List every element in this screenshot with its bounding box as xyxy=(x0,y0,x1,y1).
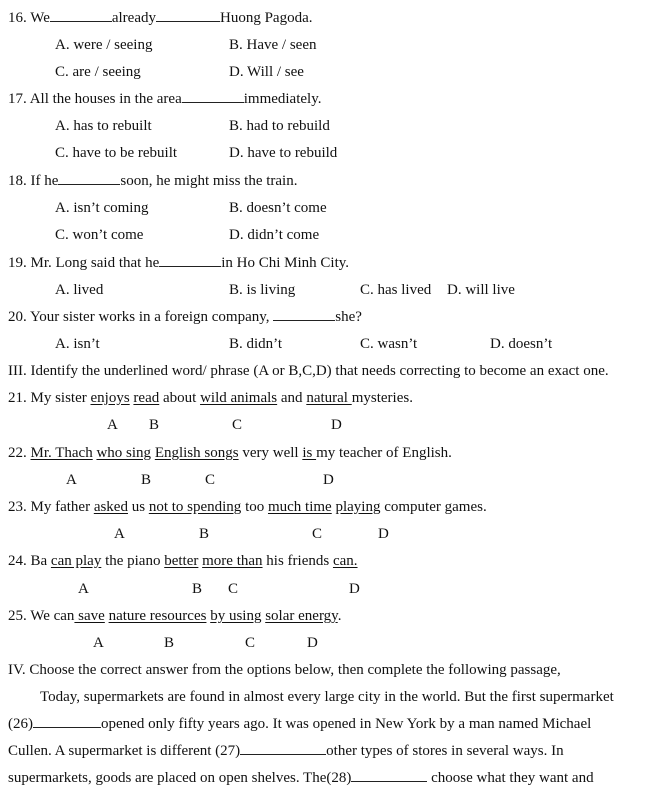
label-d: D xyxy=(323,472,334,488)
question-number: 19. xyxy=(8,255,27,271)
label-d: D xyxy=(349,581,360,597)
question-number: 18. xyxy=(8,173,27,189)
label-c: C xyxy=(232,417,243,433)
label-b: B xyxy=(164,635,175,651)
underlined-a[interactable]: can play xyxy=(50,553,102,569)
question-20-stem: 20. Your sister works in a foreign company, she? xyxy=(8,309,362,325)
passage-line-2: (26) opened only fifty years ago. It was opened in New York by a man named Michael xyxy=(8,716,592,732)
underlined-c[interactable]: much time xyxy=(267,499,332,515)
option-b[interactable]: B. had to rebuild xyxy=(229,118,330,134)
answer-blank[interactable] xyxy=(159,254,221,267)
question-23-stem: 23. My father asked us not to spending too much time playing computer games. xyxy=(8,499,487,515)
label-a: A xyxy=(78,581,89,597)
question-number: 17. xyxy=(8,91,27,107)
label-d: D xyxy=(331,417,342,433)
option-a[interactable]: A. lived xyxy=(55,282,104,298)
label-d: D xyxy=(378,526,389,542)
option-a[interactable]: A. isn’t coming xyxy=(55,200,149,216)
label-a: A xyxy=(107,417,118,433)
option-c[interactable]: C. have to be rebuilt xyxy=(55,145,178,161)
option-c[interactable]: C. won’t come xyxy=(55,227,144,243)
question-24-stem: 24. Ba can play the piano better more than his friends can. xyxy=(8,553,358,569)
answer-blank[interactable] xyxy=(273,308,335,321)
question-number: 20. xyxy=(8,309,27,325)
option-d[interactable]: D. will live xyxy=(447,282,515,298)
label-b: B xyxy=(141,472,152,488)
option-b[interactable]: B. Have / seen xyxy=(229,37,317,53)
option-d[interactable]: D. Will / see xyxy=(229,64,304,80)
label-b: B xyxy=(192,581,203,597)
underlined-b[interactable]: who sing xyxy=(96,445,152,461)
label-a: A xyxy=(66,472,77,488)
option-c[interactable]: C. wasn’t xyxy=(360,336,418,352)
label-c: C xyxy=(312,526,323,542)
underlined-c[interactable]: English songs xyxy=(154,445,239,461)
underlined-b[interactable]: better xyxy=(164,553,199,569)
answer-blank[interactable] xyxy=(156,9,220,22)
question-18-stem: 18. If he soon, he might miss the train. xyxy=(8,173,298,189)
answer-blank[interactable] xyxy=(58,172,120,185)
passage-blank-26[interactable] xyxy=(33,715,101,728)
option-d[interactable]: D. have to rebuild xyxy=(229,145,338,161)
option-b[interactable]: B. is living xyxy=(229,282,296,298)
underlined-c[interactable]: by using xyxy=(210,608,262,624)
option-b[interactable]: B. doesn’t come xyxy=(229,200,327,216)
option-a[interactable]: A. isn’t xyxy=(55,336,100,352)
underlined-a[interactable]: enjoys xyxy=(90,390,130,406)
passage-line-1: Today, supermarkets are found in almost every large city in the world. But the first supermarket xyxy=(40,689,614,705)
answer-blank[interactable] xyxy=(182,90,244,103)
option-b[interactable]: B. didn’t xyxy=(229,336,283,352)
underlined-d[interactable]: natural xyxy=(306,390,352,406)
underlined-b[interactable]: read xyxy=(133,390,160,406)
label-d: D xyxy=(307,635,318,651)
question-number: 16. xyxy=(8,10,27,26)
underlined-c[interactable]: more than xyxy=(202,553,263,569)
option-a[interactable]: A. has to rebuilt xyxy=(55,118,152,134)
underlined-b[interactable]: nature resources xyxy=(108,608,207,624)
label-a: A xyxy=(93,635,104,651)
question-17-stem: 17. All the houses in the area immediately. xyxy=(8,91,322,107)
underlined-a[interactable]: Mr. Thach xyxy=(30,445,93,461)
underlined-d[interactable]: is xyxy=(302,445,317,461)
question-16-stem: 16. We already Huong Pagoda. xyxy=(8,10,313,26)
section-4-heading: IV. Choose the correct answer from the options below, then complete the following passage, xyxy=(8,662,561,678)
section-3-heading: III. Identify the underlined word/ phrase (A or B,C,D) that needs correcting to become an exact one. xyxy=(8,363,609,379)
label-b: B xyxy=(149,417,160,433)
answer-blank[interactable] xyxy=(50,9,112,22)
underlined-a[interactable]: save xyxy=(74,608,105,624)
underlined-a[interactable]: asked xyxy=(93,499,128,515)
underlined-d[interactable]: playing xyxy=(335,499,381,515)
question-21-stem: 21. My sister enjoys read about wild animals and natural mysteries. xyxy=(8,390,413,406)
label-c: C xyxy=(205,472,216,488)
underlined-b[interactable]: not to spending xyxy=(148,499,242,515)
underlined-d[interactable]: solar energy xyxy=(265,608,338,624)
underlined-c[interactable]: wild animals xyxy=(200,390,278,406)
underlined-d[interactable]: can. xyxy=(332,553,358,569)
option-d[interactable]: D. doesn’t xyxy=(490,336,553,352)
label-a: A xyxy=(114,526,125,542)
passage-blank-28[interactable] xyxy=(351,769,427,782)
question-19-stem: 19. Mr. Long said that he in Ho Chi Minh City. xyxy=(8,255,350,271)
label-b: B xyxy=(199,526,210,542)
option-c[interactable]: C. are / seeing xyxy=(55,64,141,80)
option-a[interactable]: A. were / seeing xyxy=(55,37,153,53)
passage-blank-27[interactable] xyxy=(240,742,326,755)
question-25-stem: 25. We can save nature resources by using solar energy. xyxy=(8,608,342,624)
label-c: C xyxy=(228,581,239,597)
passage-line-4: supermarkets, goods are placed on open shelves. The(28) choose what they want and xyxy=(8,770,594,786)
option-d[interactable]: D. didn’t come xyxy=(229,227,320,243)
label-c: C xyxy=(245,635,256,651)
question-22-stem: 22. Mr. Thach who sing English songs very well is my teacher of English. xyxy=(8,445,452,461)
passage-line-3: Cullen. A supermarket is different (27) other types of stores in several ways. In xyxy=(8,743,564,759)
option-c[interactable]: C. has lived xyxy=(360,282,432,298)
